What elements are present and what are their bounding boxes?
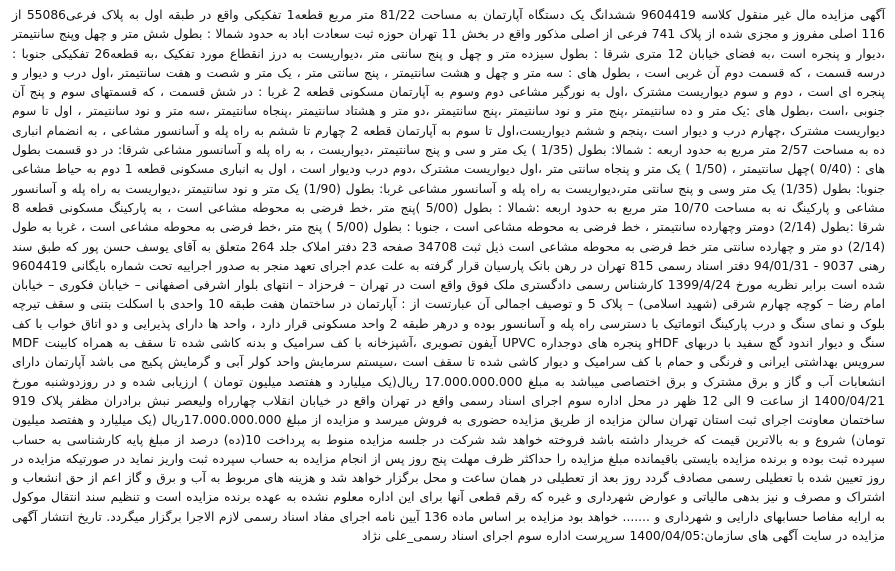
notice-footer: تاریخ انتشار آگهی مزایده در سایت آگهی های سازمان:1400/04/05 سرپرست اداره سوم اجرای اسناد رسمی_علی نژاد [12, 509, 885, 544]
notice-body: آگهی مزایده مال غیر منقول کلاسه 9604419 ششدانگ یک دستگاه آپارتمان به مساحت 81/22 متر مربع قطعه1 تفکیکی واقع در طبقه اول به پلاک فرعی55086 از 116 اصلی مفروز و مجزی شده از پلاک 741 فرعی از اصلی مذکور واقع در بخش 11 تهران حوزه ثبت سعادت اباد به حدود شمالا : بطول شش متر و چهل وپنج سانتیمتر ،دیوار و پنجره است ،به فضای خیابان 12 متری شرقا : بطول سیزده متر و چهل و پنج سانتی متر ،دیواریست به درز انقطاع مورد تفکیک ،به قطعه26 تفکیکی جنوبا : درسه قسمت ، که قسمت دوم آن غربی است ، بطول های : سه متر و چهل و هشت سانتیمتر ، پنج سانتی متر ، یک متر و شصت و هفت سانتیمتر ،اول درب و دیوار و پنجره ای است ، دوم و سوم دیواریست مشترک ،اول به نورگیر مشاعی دوم وسوم به آپارتمان مسکونی قطعه 2 غربا : در شش قسمت ، که قسمتهای سوم و پنج آن جنوبی ،است ،بطول های :یک متر و ده سانتیمتر ،پنج متر و نود سانتیمتر ،پنج سانتیمتر ،دو متر و هشتاد سانتیمتر ،پنجاه سانتیمتر ،سه متر و نود سانتیمتر ، اول تا سوم دیواریست مشترک ،چهارم درب و دیوار است ،پنجم و ششم دیواریست،اول تا سوم به آپارتمان قطعه 2 چهارم تا ششم به راه پله و آسانسور مشاعی ، به انضمام انباری ده به مساحت 2/57 متر مربع به حدود اربعه : شمالا: بطول (1/35 ) یک متر و سی و پنج سانتیمتر ،دیواریست ، به راه پله و آسانسور مشاعی شرقا: در دو قسمت بطول های : (0/40 )چهل سانتیمتر ، (1/50 ) یک متر و پنجاه سانتی متر ،اول دیواریست مشترک ،دوم درب ودیوار است ، اول به انباری مسکونی قطعه 1 دوم به حیاط مشاعی جنوبا: بطول (1/35) یک متر وسی و پنج سانتی متر،دیواریست به راه پله و آسانسور مشاعی غربا: بطول (1/90) یک متر و نود سانتیمتر ،دیواریست به راه پله و آسانسور مشاعی و پارکینگ نه به مساحت 10/70 متر مربع به حدود اربعه :شمالا : بطول (5/00 )پنج متر ،خط فرضی به محوطه مشاعی است ، به پارکینگ مسکونی قطعه 8 شرقا :بطول (2/14) دومتر وچهارده سانتیمتر ، خط فرضی به محوطه مشاعی است ، جنوبا : بطول (5/00 ) پنج متر ،خط فرضی به محوطه مشاعی است ، غربا به طول (2/14) دو متر و چهارده سانتی متر خط فرضی به محوطه مشاعی است ذیل ثبت 34708 صفحه 23 دفتر املاک جلد 264 متعلق به آقای یوسف حسن پور که طبق سند رهنی 9037 - 94/01/31 دفتر اسناد رسمی 815 تهران در رهن بانک پارسیان قرار گرفته به علت عدم اجرای تعهد منجر به صدور اجراییه تحت شماره بایگانی 9604419 شده است برابر نظریه مورخ 1399/4/24 کارشناس رسمی دادگستری ملک فوق واقع است در تهران – فرحزاد – انتهای بلوار اشرفی اصفهانی – خیابان فکوری – خیابان امام رضا – کوچه چهارم شرقی (شهید اسلامی) – پلاک 5 و توصیف اجمالی آن عبارتست از : آپارتمان در ساختمان هفت طبقه 10 واحدی با اسکلت بتنی و سقف تیرچه بلوک و نمای سنگ و درب پارکینگ اتوماتیک با دسترسی راه پله و آسانسور بوده و درهر طبقه 2 واحد مسکونی قرار دارد ، واحد ها دارای پذیرایی و دو اتاق خواب با کف سنگ و دیوار اندود گچ سفید با دربهای HDFو پنجره های دوجداره UPVC آیفون تصویری ،آشپزخانه با کف سرامیک و بدنه کاشی شده تا سقف به همراه کابینت MDF سرویس بهداشتی ایرانی و فرنگی و حمام با کف سرامیک و دیوار کاشی شده تا سقف است ،سیستم سرمایش واحد کولر آبی و گرمایش پکیج می باشد آپارتمان دارای انشعابات آب و گاز و برق مشترک و برق اختصاصی میباشد به مبلغ 17.000.000.000 ریال(یک میلیارد و هفتصد میلیون تومان ) ارزیابی شده و در روزدوشنبه مورخ 1400/04/21 از ساعت 9 الی 12 ظهر در محل اداره سوم اجرای اسناد رسمی واقع در تهران واقع در خیابان انقلاب چهارراه ولیعصر نبش برادران مظفر پلاک 919 ساختمان معاونت اجرای ثبت استان تهران سالن مزایده از طریق مزایده حضوری به فروش میرسد و مزایده از مبلغ 17.000.000.000ریال (یک میلیارد و هفتصد میلیون تومان) شروع و به بالاترین قیمت که خریدار داشته باشد فروخته خواهد شد شرکت در جلسه مزایده منوط به پرداخت 10(ده) درصد از مبلغ پایه کارشناسی به حساب سپرده ثبت بوده و برنده مزایده بایستی باقیمانده مبلغ مزایده را حداکثر ظرف مهلت پنج روز پس از انجام مزایده به حساب سپرده ثبت واریز نماید در صورتیکه مزایده در روز تعیین شده با تعطیلی رسمی مصادف گردد روز بعد از تعطیلی در همان ساعت و محل برگزار خواهد شد و هزینه های مربوط به آب و برق و گاز اعم از حق انشعاب و اشتراک و مصرف و نیز بدهی مالیاتی و عوارض شهرداری و غیره که رقم قطعی آنها برای این اداره معلوم نشده به عهده برنده مزایده است و تنظیم سند انتقال موکول به ارایه مفاصا حسابهای دارایی و شهرداری و ....... خواهد بود مزایده بر اساس ماده 136 آیین نامه اجرای مفاد اسناد رسمی لازم الاجرا برگزار میگردد. [12, 8, 886, 524]
auction-notice-text [12, 6, 885, 546]
